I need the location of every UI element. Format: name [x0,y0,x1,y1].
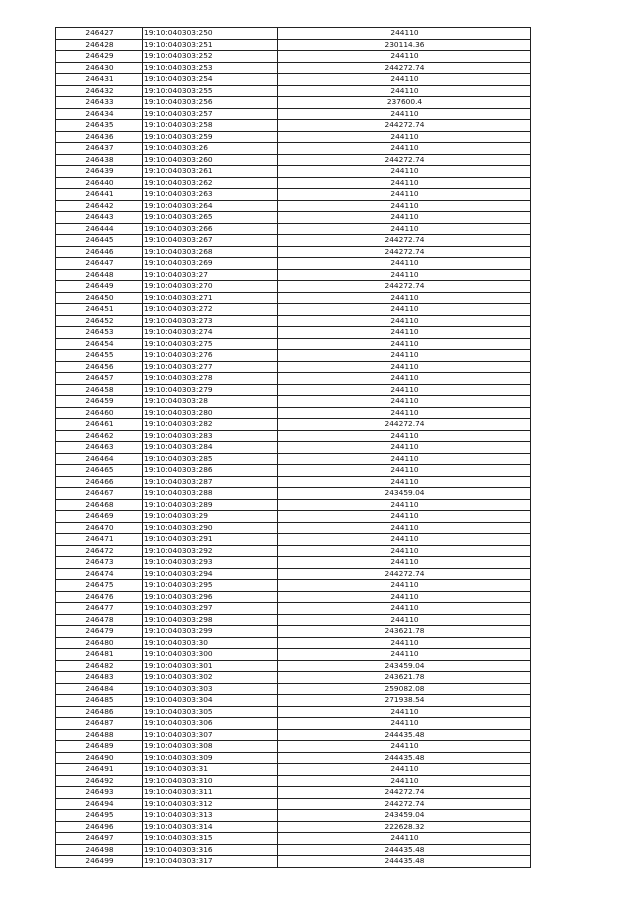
value-cell: 244110 [278,74,531,86]
value-cell: 244110 [278,706,531,718]
row-id-cell: 246482 [56,660,143,672]
row-id-cell: 246490 [56,752,143,764]
cadastral-number-cell: 19:10:040303:254 [143,74,278,86]
row-id-cell: 246487 [56,718,143,730]
cadastral-number-cell: 19:10:040303:274 [143,327,278,339]
cadastral-number-cell: 19:10:040303:300 [143,649,278,661]
value-cell: 244110 [278,764,531,776]
value-cell: 244272.74 [278,235,531,247]
value-cell: 244110 [278,591,531,603]
table-row [56,522,531,534]
value-cell: 244110 [278,833,531,845]
table-row [56,752,531,764]
value-cell: 244435.48 [278,844,531,856]
cadastral-number-cell: 19:10:040303:302 [143,672,278,684]
table-row [56,246,531,258]
value-cell: 244110 [278,131,531,143]
cadastral-number-cell: 19:10:040303:277 [143,361,278,373]
value-cell: 244110 [278,200,531,212]
table-row [56,154,531,166]
value-cell: 243459.04 [278,488,531,500]
row-id-cell: 246473 [56,557,143,569]
table-row [56,442,531,454]
cadastral-number-cell: 19:10:040303:267 [143,235,278,247]
row-id-cell: 246491 [56,764,143,776]
row-id-cell: 246478 [56,614,143,626]
table-row [56,453,531,465]
table-row [56,212,531,224]
cadastral-number-cell: 19:10:040303:29 [143,511,278,523]
value-cell: 244110 [278,534,531,546]
row-id-cell: 246467 [56,488,143,500]
table-row [56,626,531,638]
value-cell: 244110 [278,327,531,339]
cadastral-number-cell: 19:10:040303:275 [143,338,278,350]
table-row [56,741,531,753]
value-cell: 244110 [278,292,531,304]
cadastral-number-cell: 19:10:040303:282 [143,419,278,431]
table-row [56,591,531,603]
value-cell: 244110 [278,143,531,155]
table-row [56,534,531,546]
row-id-cell: 246448 [56,269,143,281]
cadastral-number-cell: 19:10:040303:308 [143,741,278,753]
cadastral-number-cell: 19:10:040303:292 [143,545,278,557]
row-id-cell: 246470 [56,522,143,534]
value-cell: 230114.36 [278,39,531,51]
row-id-cell: 246435 [56,120,143,132]
row-id-cell: 246445 [56,235,143,247]
cadastral-number-cell: 19:10:040303:253 [143,62,278,74]
table-row [56,62,531,74]
table-row [56,315,531,327]
cadastral-number-cell: 19:10:040303:280 [143,407,278,419]
cadastral-number-cell: 19:10:040303:285 [143,453,278,465]
value-cell: 244110 [278,741,531,753]
row-id-cell: 246485 [56,695,143,707]
row-id-cell: 246474 [56,568,143,580]
table-row [56,327,531,339]
row-id-cell: 246453 [56,327,143,339]
value-cell: 243459.04 [278,660,531,672]
value-cell: 244110 [278,614,531,626]
cadastral-number-cell: 19:10:040303:289 [143,499,278,511]
table-row [56,764,531,776]
cadastral-number-cell: 19:10:040303:291 [143,534,278,546]
table-row [56,166,531,178]
table-row [56,177,531,189]
cadastral-number-cell: 19:10:040303:297 [143,603,278,615]
table-row [56,51,531,63]
table-row [56,545,531,557]
table-row [56,235,531,247]
value-cell: 244110 [278,453,531,465]
table-row [56,28,531,40]
cadastral-number-cell: 19:10:040303:305 [143,706,278,718]
row-id-cell: 246444 [56,223,143,235]
value-cell: 244110 [278,603,531,615]
cadastral-number-cell: 19:10:040303:309 [143,752,278,764]
row-id-cell: 246432 [56,85,143,97]
value-cell: 244110 [278,373,531,385]
row-id-cell: 246466 [56,476,143,488]
value-cell: 244110 [278,212,531,224]
table-row [56,97,531,109]
row-id-cell: 246493 [56,787,143,799]
row-id-cell: 246479 [56,626,143,638]
cadastral-number-cell: 19:10:040303:251 [143,39,278,51]
row-id-cell: 246495 [56,810,143,822]
table-row [56,39,531,51]
table-row [56,683,531,695]
table-row [56,120,531,132]
value-cell: 244110 [278,545,531,557]
table-row [56,603,531,615]
value-cell: 244110 [278,511,531,523]
cadastral-number-cell: 19:10:040303:268 [143,246,278,258]
table-row [56,557,531,569]
table-row [56,407,531,419]
cadastral-number-cell: 19:10:040303:255 [143,85,278,97]
table-row [56,729,531,741]
value-cell: 244272.74 [278,120,531,132]
cadastral-number-cell: 19:10:040303:28 [143,396,278,408]
table-row [56,85,531,97]
row-id-cell: 246460 [56,407,143,419]
table-row [56,281,531,293]
data-table [55,27,531,868]
cadastral-number-cell: 19:10:040303:312 [143,798,278,810]
row-id-cell: 246499 [56,856,143,868]
table-row [56,108,531,120]
row-id-cell: 246436 [56,131,143,143]
cadastral-number-cell: 19:10:040303:311 [143,787,278,799]
cadastral-number-cell: 19:10:040303:314 [143,821,278,833]
row-id-cell: 246442 [56,200,143,212]
cadastral-number-cell: 19:10:040303:270 [143,281,278,293]
table-row [56,511,531,523]
value-cell: 244272.74 [278,419,531,431]
value-cell: 244110 [278,350,531,362]
row-id-cell: 246428 [56,39,143,51]
value-cell: 244110 [278,649,531,661]
value-cell: 244110 [278,258,531,270]
table-row [56,660,531,672]
table-row [56,373,531,385]
table-row [56,396,531,408]
value-cell: 244110 [278,775,531,787]
value-cell: 244110 [278,499,531,511]
cadastral-number-cell: 19:10:040303:262 [143,177,278,189]
cadastral-number-cell: 19:10:040303:257 [143,108,278,120]
value-cell: 259082.08 [278,683,531,695]
value-cell: 244110 [278,51,531,63]
row-id-cell: 246477 [56,603,143,615]
table-row [56,74,531,86]
value-cell: 244272.74 [278,62,531,74]
table-row [56,706,531,718]
row-id-cell: 246456 [56,361,143,373]
table-row [56,258,531,270]
row-id-cell: 246484 [56,683,143,695]
cadastral-number-cell: 19:10:040303:295 [143,580,278,592]
cadastral-number-cell: 19:10:040303:272 [143,304,278,316]
table-row [56,775,531,787]
cadastral-number-cell: 19:10:040303:30 [143,637,278,649]
value-cell: 244110 [278,430,531,442]
value-cell: 244435.48 [278,752,531,764]
row-id-cell: 246431 [56,74,143,86]
cadastral-number-cell: 19:10:040303:26 [143,143,278,155]
value-cell: 271938.54 [278,695,531,707]
row-id-cell: 246440 [56,177,143,189]
value-cell: 244110 [278,189,531,201]
row-id-cell: 246454 [56,338,143,350]
cadastral-number-cell: 19:10:040303:315 [143,833,278,845]
value-cell: 244435.48 [278,856,531,868]
cadastral-number-cell: 19:10:040303:287 [143,476,278,488]
row-id-cell: 246457 [56,373,143,385]
cadastral-number-cell: 19:10:040303:276 [143,350,278,362]
row-id-cell: 246464 [56,453,143,465]
table-row [56,672,531,684]
table-row [56,350,531,362]
value-cell: 244435.48 [278,729,531,741]
table-row [56,695,531,707]
value-cell: 244110 [278,384,531,396]
value-cell: 222628.32 [278,821,531,833]
value-cell: 244110 [278,304,531,316]
cadastral-number-cell: 19:10:040303:303 [143,683,278,695]
table-row [56,304,531,316]
row-id-cell: 246498 [56,844,143,856]
row-id-cell: 246489 [56,741,143,753]
table-row [56,787,531,799]
table-row [56,580,531,592]
cadastral-number-cell: 19:10:040303:288 [143,488,278,500]
table-row [56,488,531,500]
table-row [56,614,531,626]
row-id-cell: 246447 [56,258,143,270]
value-cell: 244110 [278,718,531,730]
row-id-cell: 246480 [56,637,143,649]
table-row [56,361,531,373]
table-row [56,833,531,845]
table-row [56,292,531,304]
row-id-cell: 246429 [56,51,143,63]
value-cell: 244110 [278,465,531,477]
row-id-cell: 246452 [56,315,143,327]
row-id-cell: 246449 [56,281,143,293]
row-id-cell: 246461 [56,419,143,431]
cadastral-number-cell: 19:10:040303:278 [143,373,278,385]
row-id-cell: 246430 [56,62,143,74]
cadastral-number-cell: 19:10:040303:256 [143,97,278,109]
cadastral-number-cell: 19:10:040303:306 [143,718,278,730]
value-cell: 244110 [278,223,531,235]
cadastral-number-cell: 19:10:040303:317 [143,856,278,868]
row-id-cell: 246476 [56,591,143,603]
table-row [56,200,531,212]
table-row [56,430,531,442]
cadastral-number-cell: 19:10:040303:301 [143,660,278,672]
table-row [56,499,531,511]
row-id-cell: 246446 [56,246,143,258]
table-row [56,476,531,488]
row-id-cell: 246488 [56,729,143,741]
value-cell: 237600.4 [278,97,531,109]
value-cell: 244110 [278,476,531,488]
cadastral-number-cell: 19:10:040303:293 [143,557,278,569]
cadastral-number-cell: 19:10:040303:294 [143,568,278,580]
row-id-cell: 246433 [56,97,143,109]
value-cell: 244272.74 [278,798,531,810]
row-id-cell: 246496 [56,821,143,833]
cadastral-number-cell: 19:10:040303:304 [143,695,278,707]
cadastral-number-cell: 19:10:040303:283 [143,430,278,442]
cadastral-number-cell: 19:10:040303:286 [143,465,278,477]
value-cell: 244110 [278,637,531,649]
cadastral-number-cell: 19:10:040303:266 [143,223,278,235]
row-id-cell: 246451 [56,304,143,316]
value-cell: 244110 [278,166,531,178]
row-id-cell: 246468 [56,499,143,511]
value-cell: 244110 [278,396,531,408]
cadastral-number-cell: 19:10:040303:259 [143,131,278,143]
cadastral-number-cell: 19:10:040303:260 [143,154,278,166]
cadastral-number-cell: 19:10:040303:284 [143,442,278,454]
row-id-cell: 246443 [56,212,143,224]
table-row [56,844,531,856]
cadastral-number-cell: 19:10:040303:299 [143,626,278,638]
row-id-cell: 246463 [56,442,143,454]
row-id-cell: 246465 [56,465,143,477]
cadastral-number-cell: 19:10:040303:252 [143,51,278,63]
row-id-cell: 246492 [56,775,143,787]
table-row [56,810,531,822]
table-row [56,798,531,810]
value-cell: 244110 [278,522,531,534]
value-cell: 244110 [278,269,531,281]
cadastral-number-cell: 19:10:040303:310 [143,775,278,787]
row-id-cell: 246441 [56,189,143,201]
cadastral-number-cell: 19:10:040303:279 [143,384,278,396]
row-id-cell: 246462 [56,430,143,442]
row-id-cell: 246471 [56,534,143,546]
table-row [56,856,531,868]
row-id-cell: 246494 [56,798,143,810]
table-row [56,419,531,431]
table-row [56,131,531,143]
row-id-cell: 246483 [56,672,143,684]
value-cell: 244110 [278,177,531,189]
value-cell: 244110 [278,315,531,327]
value-cell: 244110 [278,28,531,40]
value-cell: 244272.74 [278,787,531,799]
row-id-cell: 246458 [56,384,143,396]
value-cell: 244272.74 [278,246,531,258]
cadastral-number-cell: 19:10:040303:31 [143,764,278,776]
cadastral-number-cell: 19:10:040303:307 [143,729,278,741]
table-row [56,465,531,477]
row-id-cell: 246438 [56,154,143,166]
cadastral-number-cell: 19:10:040303:264 [143,200,278,212]
row-id-cell: 246427 [56,28,143,40]
cadastral-number-cell: 19:10:040303:261 [143,166,278,178]
cadastral-number-cell: 19:10:040303:269 [143,258,278,270]
value-cell: 244110 [278,557,531,569]
value-cell: 243621.78 [278,672,531,684]
table-row [56,568,531,580]
value-cell: 243459.04 [278,810,531,822]
cadastral-number-cell: 19:10:040303:258 [143,120,278,132]
row-id-cell: 246486 [56,706,143,718]
value-cell: 244110 [278,338,531,350]
row-id-cell: 246450 [56,292,143,304]
value-cell: 244272.74 [278,568,531,580]
table-row [56,189,531,201]
value-cell: 244110 [278,108,531,120]
cadastral-number-cell: 19:10:040303:313 [143,810,278,822]
value-cell: 244272.74 [278,154,531,166]
row-id-cell: 246469 [56,511,143,523]
row-id-cell: 246437 [56,143,143,155]
cadastral-number-cell: 19:10:040303:271 [143,292,278,304]
table-row [56,269,531,281]
value-cell: 244110 [278,85,531,97]
value-cell: 243621.78 [278,626,531,638]
cadastral-number-cell: 19:10:040303:298 [143,614,278,626]
table-row [56,821,531,833]
row-id-cell: 246497 [56,833,143,845]
row-id-cell: 246472 [56,545,143,557]
table-row [56,338,531,350]
value-cell: 244110 [278,361,531,373]
value-cell: 244272.74 [278,281,531,293]
cadastral-number-cell: 19:10:040303:273 [143,315,278,327]
cadastral-number-cell: 19:10:040303:263 [143,189,278,201]
row-id-cell: 246455 [56,350,143,362]
table-row [56,384,531,396]
cadastral-number-cell: 19:10:040303:265 [143,212,278,224]
cadastral-number-cell: 19:10:040303:316 [143,844,278,856]
table-row [56,223,531,235]
table-row [56,649,531,661]
table-row [56,718,531,730]
cadastral-number-cell: 19:10:040303:290 [143,522,278,534]
value-cell: 244110 [278,580,531,592]
row-id-cell: 246481 [56,649,143,661]
row-id-cell: 246439 [56,166,143,178]
value-cell: 244110 [278,442,531,454]
table-row [56,637,531,649]
row-id-cell: 246459 [56,396,143,408]
cadastral-number-cell: 19:10:040303:250 [143,28,278,40]
value-cell: 244110 [278,407,531,419]
table-body [56,28,531,868]
table-row [56,143,531,155]
cadastral-number-cell: 19:10:040303:296 [143,591,278,603]
row-id-cell: 246475 [56,580,143,592]
cadastral-number-cell: 19:10:040303:27 [143,269,278,281]
row-id-cell: 246434 [56,108,143,120]
